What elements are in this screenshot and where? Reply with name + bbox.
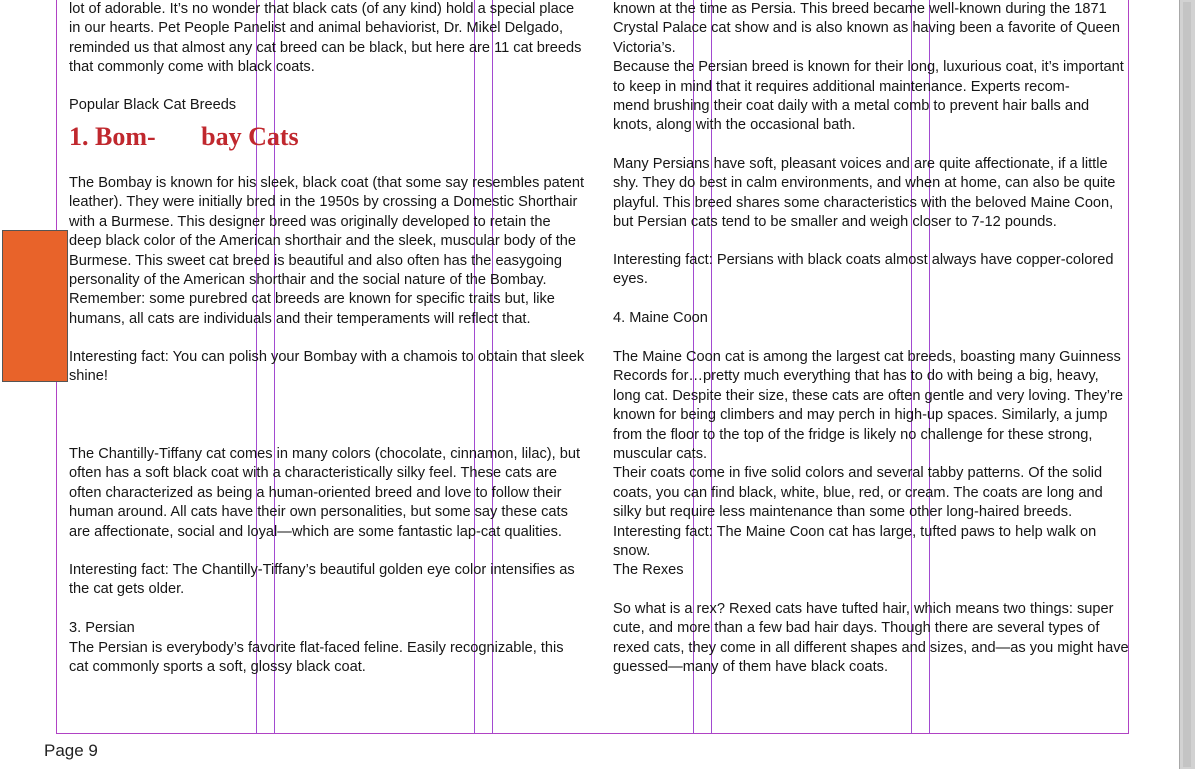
text-line: with a Burmese. This designer breed was originally developed to retain the xyxy=(69,213,551,230)
text-line: lot of adorable. It’s no wonder that black cats (of any kind) hold a special place xyxy=(69,1,575,17)
text-line: Many Persians have soft, pleasant voices and are quite affectionate, if a little xyxy=(613,156,1108,172)
text-line: Their coats come in five solid colors and several tabby patterns. Of the solid xyxy=(613,465,1103,482)
text-line: but Persian cats tend to be smaller and weigh closer to 7-12 pounds. xyxy=(613,214,1057,231)
text-line: Interesting fact: Persians with black coats almost always have copper-colored xyxy=(613,252,1114,268)
text-line: cute, and more than a few bad hair days. Though there are several types of xyxy=(613,620,1100,637)
text-line: Remember: some purebred cat breeds are known for specific traits but, like xyxy=(69,291,555,308)
persian-intro xyxy=(69,639,564,678)
text-line: leather). They were initially bred in the 1950s by crossing a Domestic Shorthair xyxy=(69,194,578,211)
text-line: the cat gets older. xyxy=(69,581,185,598)
persian-heading-text: 3. Persian xyxy=(69,620,135,636)
text-line: humans, all cats are individuals and their temperaments will reflect that. xyxy=(69,310,531,327)
text-line: are affectionate, social and loyal—which are some fantastic lap-cat qualities. xyxy=(69,523,562,540)
text-line: snow. xyxy=(613,543,651,560)
chantilly-fact xyxy=(69,561,575,600)
text-line: known for being climbers and may perch in high-up spaces. Similarly, a jump xyxy=(613,407,1108,424)
text-line: known at the time as Persia. This breed became well-known during the 1871 xyxy=(613,1,1107,17)
text-line: The Persian is everybody’s favorite flat-faced feline. Easily recognizable, this xyxy=(69,640,564,656)
vertical-scrollbar[interactable] xyxy=(1179,0,1195,769)
text-line: long cat. Despite their size, these cats are often gentle and very loving. They’re xyxy=(613,387,1123,404)
text-line: shy. They do best in calm environments, and when at home, can also be quite xyxy=(613,175,1116,192)
text-line: often characterized as being a human-oriented breed and love to follow their xyxy=(69,484,562,501)
maine-coon-paragraph xyxy=(613,348,1123,581)
text-line: shine! xyxy=(69,368,108,385)
persian-temperament xyxy=(613,155,1115,233)
maine-coon-heading xyxy=(613,309,708,328)
text-line: Interesting fact: You can polish your Bombay with a chamois to obtain that sleek xyxy=(69,349,585,365)
persian-fact xyxy=(613,251,1113,290)
text-line: from the floor to the top of the fridge is likely no challenge for these strong, xyxy=(613,426,1093,443)
text-line: rexed cats, they come in all different shapes and sizes, and—as you might have xyxy=(613,639,1129,656)
text-line: Interesting fact: The Chantilly-Tiffany’s beautiful golden eye color intensifies as xyxy=(69,562,575,578)
page-number: Page 9 xyxy=(44,741,98,760)
bombay-paragraph xyxy=(69,174,584,329)
persian-continued xyxy=(613,0,1124,136)
text-line: The Chantilly-Tiffany cat comes in many colors (chocolate, cinnamon, lilac), but xyxy=(69,446,580,462)
scrollbar-track[interactable] xyxy=(1183,2,1191,767)
left-intro-text xyxy=(69,0,581,78)
orange-placeholder-frame[interactable] xyxy=(2,230,68,382)
text-line: Because the Persian breed is known for their long, luxurious coat, it’s important xyxy=(613,59,1124,76)
text-line: Records for…pretty much everything that has to do with being a big, heavy, xyxy=(613,368,1099,385)
text-line: often has a soft black coat with a characteristically silky feel. These cats are xyxy=(69,465,558,482)
text-line: silky but require less maintenance than some other long-haired breeds. xyxy=(613,504,1073,521)
text-line: Crystal Palace cat show and is also known as having been a favorite of Queen xyxy=(613,20,1121,37)
section-label-text: Popular Black Cat Breeds xyxy=(69,97,237,113)
bombay-fact xyxy=(69,348,584,387)
text-line: Victoria’s. xyxy=(613,39,676,56)
text-line: cat commonly sports a soft, glossy black coat. xyxy=(69,659,366,676)
text-line: mend brushing their coat daily with a metal comb to prevent hair balls and xyxy=(613,98,1090,115)
maine-coon-heading-text: 4. Maine Coon xyxy=(613,310,708,326)
text-line: The Rexes xyxy=(613,562,684,579)
text-line: reminded us that almost any cat breed can be black, but here are 11 cat breeds xyxy=(69,39,582,56)
text-line: eyes. xyxy=(613,271,648,288)
text-line: to keep in mind that it requires additional maintenance. Experts recom- xyxy=(613,78,1070,95)
text-line: coats, you can find black, white, blue, red, or cream. The coats are long and xyxy=(613,484,1103,501)
persian-heading xyxy=(69,619,135,638)
text-line: knots, along with the occasional bath. xyxy=(613,117,856,134)
text-line: personality of the American shorthair and the social nature of the Bombay. xyxy=(69,272,547,289)
text-line: Interesting fact: The Maine Coon cat has large, tufted paws to help walk on xyxy=(613,523,1097,540)
text-line: that commonly come with black coats. xyxy=(69,59,315,76)
text-line: The Maine Coon cat is among the largest cat breeds, boasting many Guinness xyxy=(613,349,1121,365)
text-line: in our hearts. Pet People Panelist and animal behaviorist, Dr. Mikel Delgado, xyxy=(69,20,564,37)
text-line: The Bombay is known for his sleek, black coat (that some say resembles patent xyxy=(69,175,585,191)
chantilly-paragraph xyxy=(69,445,580,542)
section-label xyxy=(69,96,236,115)
bombay-heading: 1. Bom- bay Cats xyxy=(69,122,299,151)
text-line: So what is a rex? Rexed cats have tufted hair, which means two things: super xyxy=(613,601,1114,617)
text-line: human around. All cats have their own personalities, but some say these cats xyxy=(69,504,568,521)
rex-paragraph xyxy=(613,600,1129,678)
text-line: Burmese. This sweet cat breed is beautiful and also often has the easygoing xyxy=(69,252,562,269)
text-line: guessed—many of them have black coats. xyxy=(613,659,888,676)
text-line: deep black color of the American shorthair and the sleek, muscular body of the xyxy=(69,233,577,250)
text-line: muscular cats. xyxy=(613,446,708,463)
text-line: playful. This breed shares some characteristics with the beloved Maine Coon, xyxy=(613,194,1114,211)
